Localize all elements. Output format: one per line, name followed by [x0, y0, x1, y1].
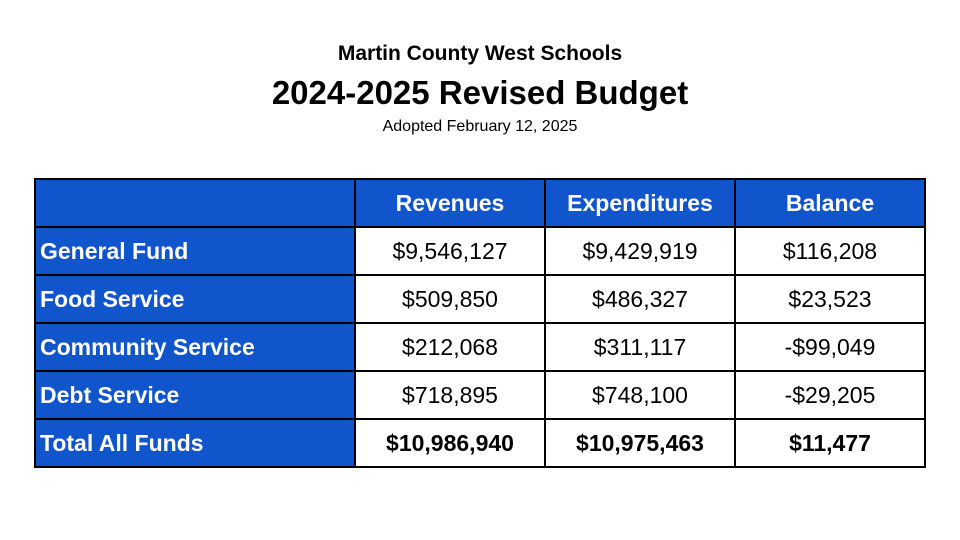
balance-cell: $23,523: [735, 275, 925, 323]
balance-cell: $116,208: [735, 227, 925, 275]
revenues-cell: $718,895: [355, 371, 545, 419]
header-row: [35, 179, 925, 227]
fund-name: Community Service: [35, 323, 355, 371]
balance-cell: -$29,205: [735, 371, 925, 419]
expenditures-cell: $311,117: [545, 323, 735, 371]
expenditures-cell: $486,327: [545, 275, 735, 323]
revenues-cell: $509,850: [355, 275, 545, 323]
total-row: [35, 419, 925, 467]
budget-table: [34, 178, 926, 468]
organization-name: Martin County West Schools: [337, 42, 623, 65]
column-header-expenditures: Expenditures: [545, 179, 735, 227]
table-row: [35, 323, 925, 371]
header-corner-cell: [35, 179, 355, 227]
revenues-cell: $9,546,127: [355, 227, 545, 275]
column-header-revenues: Revenues: [355, 179, 545, 227]
expenditures-cell: $748,100: [545, 371, 735, 419]
page-title: 2024-2025 Revised Budget: [271, 74, 689, 111]
adopted-date: Adopted February 12, 2025: [382, 118, 578, 135]
total-expenditures-cell: $10,975,463: [545, 419, 735, 467]
table-row: [35, 275, 925, 323]
total-revenues-cell: $10,986,940: [355, 419, 545, 467]
fund-name: General Fund: [35, 227, 355, 275]
column-header-balance: Balance: [735, 179, 925, 227]
revenues-cell: $212,068: [355, 323, 545, 371]
table-row: [35, 371, 925, 419]
balance-cell: -$99,049: [735, 323, 925, 371]
total-label: Total All Funds: [35, 419, 355, 467]
table-row: [35, 227, 925, 275]
total-balance-cell: $11,477: [735, 419, 925, 467]
fund-name: Debt Service: [35, 371, 355, 419]
fund-name: Food Service: [35, 275, 355, 323]
expenditures-cell: $9,429,919: [545, 227, 735, 275]
